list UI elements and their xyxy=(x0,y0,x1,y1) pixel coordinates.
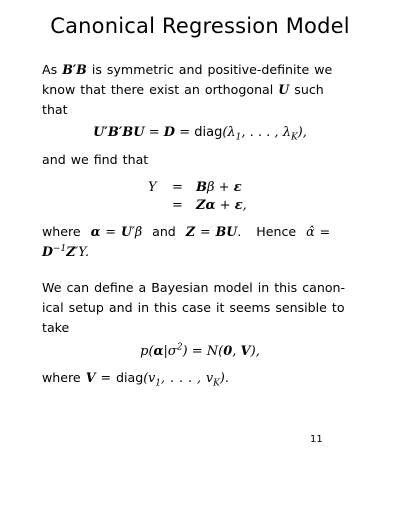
intro-line2-suffix: such xyxy=(294,82,324,97)
and-we-find-text: and we find that xyxy=(42,152,149,167)
equation-prior: $p(\alpha|\sigma^2) = N(0$, V), xyxy=(140,342,260,359)
intro-paragraph xyxy=(42,60,362,120)
equation-y-rhs2: Zα + ε, xyxy=(196,198,247,213)
where-alpha-line-1: where α = U′β and Z = BU. Hence α̂ = xyxy=(42,224,331,239)
intro-line-3: that xyxy=(42,102,68,117)
bayes-line-2: ical setup and in this case it seems sensible to xyxy=(42,300,345,315)
equation-y-lhs: Y xyxy=(148,180,157,195)
intro-line1-prefix: As xyxy=(42,62,58,77)
bayes-line-1: We can define a Bayesian model in this canon- xyxy=(42,280,346,295)
intro-line-1 xyxy=(42,60,362,80)
intro-matrix-bb: B′B xyxy=(62,62,87,77)
page-number: 11 xyxy=(310,434,323,445)
intro-line1-suffix: is symmetric and positive-definite we xyxy=(91,62,333,77)
equation-diag-decomposition: $U'B'BU = D = diag(\lambda_1$, . . . , $\lambda_K$), xyxy=(93,125,307,143)
intro-line-2 xyxy=(42,80,362,100)
equation-y-rhs1: Bβ + ε xyxy=(196,180,242,195)
bayesian-paragraph xyxy=(42,278,362,338)
intro-matrix-u: U xyxy=(278,82,290,97)
slide-title: Canonical Regression Model xyxy=(50,14,350,38)
intro-line2-prefix: know that there exist an orthogonal xyxy=(42,82,274,97)
equation-y-eq1: = xyxy=(172,180,183,195)
where-alpha-paragraph xyxy=(42,222,362,262)
bayes-line-3: take xyxy=(42,320,70,335)
where-v-text: where $V = diag(v_1$, . . . , $v_K$). xyxy=(42,370,229,389)
where-alpha-line-2: $D^{-1}Z'Y$. xyxy=(42,243,89,259)
equation-y-eq2: = xyxy=(172,198,183,213)
